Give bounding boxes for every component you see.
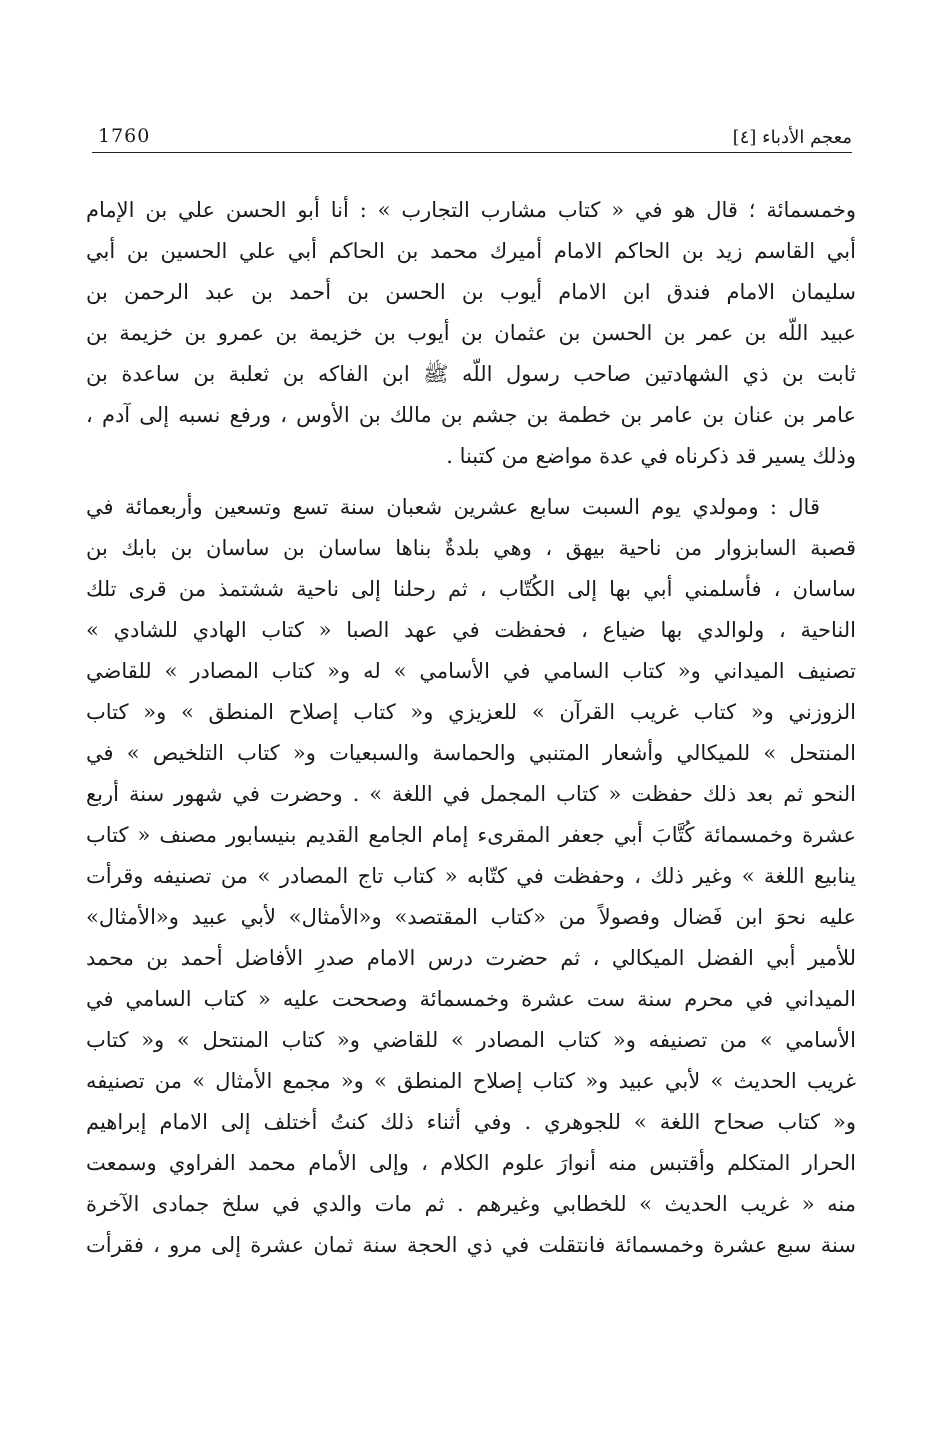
text-line: الزوزني و« كتاب غريب القرآن » للعزيزي و« كتاب إصلاح المنطق » و« كتاب: [86, 700, 856, 724]
paragraph-1: [86, 190, 856, 477]
text-line: الناحية ، ولوالدي بها ضياع ، فحفظت في عهد الصبا « كتاب الهادي للشادي »: [86, 618, 856, 642]
text-line: قصبة السابزوار من ناحية بيهق ، وهي بلدةٌ بناها ساسان بن ساسان بن بابك بن: [86, 536, 856, 560]
text-line: منه « غريب الحديث » للخطابي وغيرهم . ثم مات والدي في سلخ جمادى الآخرة: [86, 1192, 856, 1216]
text-line: سنة سبع عشرة وخمسمائة فانتقلت في ذي الحجة سنة ثمان عشرة إلى مرو ، فقرأت: [86, 1233, 856, 1257]
text-line: سليمان الامام فندق ابن الامام أيوب بن الحسن بن أحمد بن عبد الرحمن بن: [86, 280, 856, 304]
body-text: [86, 190, 856, 1266]
text-line: ساسان ، فأسلمني أبي بها إلى الكُتّاب ، ثم رحلنا إلى ناحية ششتمذ من قرى تلك: [86, 577, 856, 601]
text-line: عامر بن عنان بن عامر بن خطمة بن جشم بن مالك بن الأوس ، ورفع نسبه إلى آدم ،: [86, 403, 856, 427]
page-number: 1760: [98, 125, 151, 147]
text-line: النحو ثم بعد ذلك حفظت « كتاب المجمل في اللغة » . وحضرت في شهور سنة أربع: [86, 782, 856, 806]
text-line: عبيد اللّه بن عمر بن الحسن بن عثمان بن أيوب بن خزيمة بن عمرو بن خزيمة بن: [86, 321, 856, 345]
text-line: غريب الحديث » لأبي عبيد و« كتاب إصلاح المنطق » و« مجمع الأمثال » من تصنيفه: [86, 1069, 856, 1093]
running-header: [92, 120, 852, 160]
text-line: وذلك يسير قد ذكرناه في عدة مواضع من كتبنا .: [446, 444, 856, 468]
paragraph-2: [86, 487, 856, 1266]
header-title: معجم الأدباء [٤]: [732, 127, 852, 148]
text-line: ثابت بن ذي الشهادتين صاحب رسول اللّه ﷺ ابن الفاكه بن ثعلبة بن ساعدة بن: [86, 362, 856, 386]
header-rule: [92, 152, 852, 153]
text-line: ينابيع اللغة » وغير ذلك ، وحفظت في كتّابه « كتاب تاج المصادر » من تصنيفه وقرأت: [86, 864, 856, 888]
text-line: الحرار المتكلم وأقتبس منه أنوارَ علوم الكلام ، وإلى الأمام محمد الفراوي وسمعت: [86, 1151, 856, 1175]
text-line: تصنيف الميداني و« كتاب السامي في الأسامي » له و« كتاب المصادر » للقاضي: [86, 659, 856, 683]
text-line: الميداني في محرم سنة ست عشرة وخمسمائة وصححت عليه « كتاب السامي في: [86, 987, 856, 1011]
text-line: عشرة وخمسمائة كُتَّابَ أبي جعفر المقرىء إمام الجامع القديم بنيسابور مصنف « كتاب: [86, 823, 856, 847]
text-line: الأسامي » من تصنيفه و« كتاب المصادر » للقاضي و« كتاب المنتحل » و« كتاب: [86, 1028, 856, 1052]
text-line: عليه نحوَ ابن فَضال وفصولاً من «كتاب المقتصد» و«الأمثال» لأبي عبيد و«الأمثال»: [86, 905, 856, 929]
text-line: قال : ومولدي يوم السبت سابع عشرين شعبان سنة تسع وتسعين وأربعمائة في: [86, 495, 820, 519]
text-line: للأمير أبي الفضل الميكالي ، ثم حضرت درس الامام صدرِ الأفاضل أحمد بن محمد: [86, 946, 856, 970]
text-line: أبي القاسم زيد بن الحاكم الامام أميرك محمد بن الحاكم أبي علي الحسين بن أبي: [86, 239, 856, 263]
text-line: و« كتاب صحاح اللغة » للجوهري . وفي أثناء ذلك كنتُ أختلف إلى الامام إبراهيم: [86, 1110, 856, 1134]
text-line: المنتحل » للميكالي وأشعار المتنبي والحماسة والسبعيات و« كتاب التلخيص » في: [86, 741, 856, 765]
text-line: وخمسمائة ؛ قال هو في « كتاب مشارب التجارب » : أنا أبو الحسن علي بن الإمام: [86, 198, 856, 222]
